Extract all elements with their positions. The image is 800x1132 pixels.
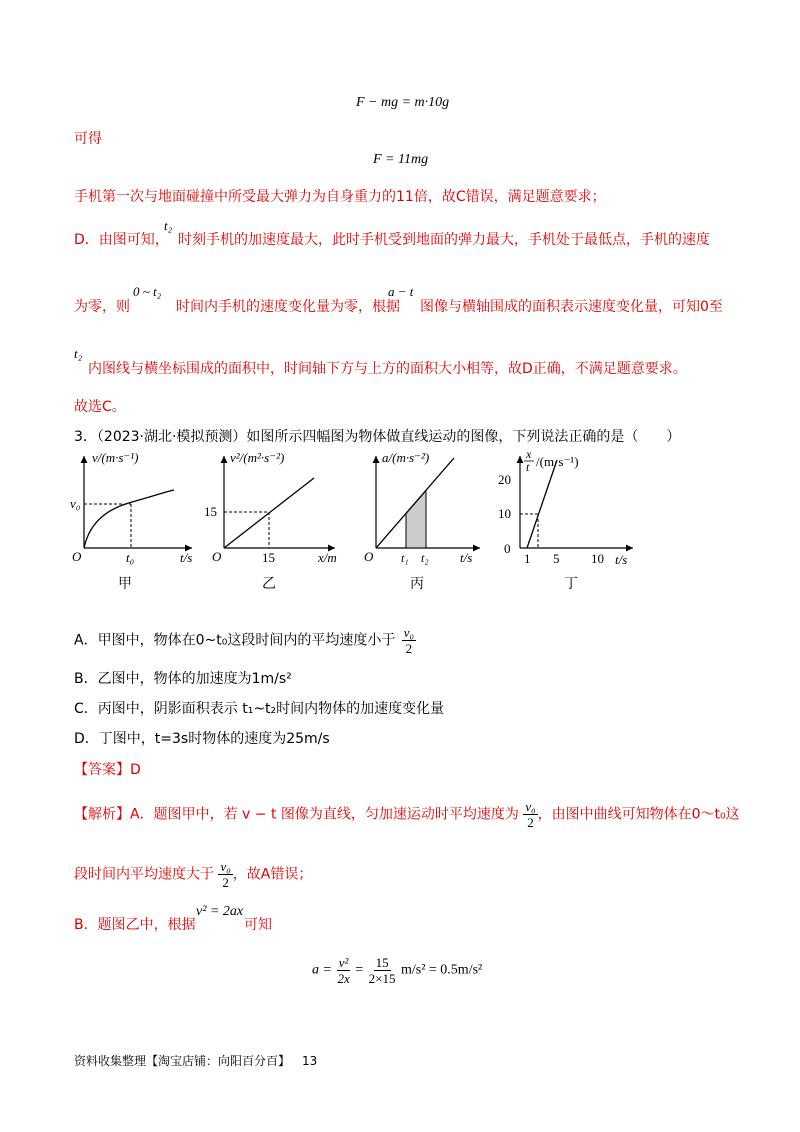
- bing-ylabel: a/(m·s⁻²): [382, 450, 430, 465]
- analysis-b-post: 可知: [244, 917, 272, 933]
- d-line2-a: 为零，则: [74, 299, 130, 315]
- text-kede: 可得: [74, 131, 102, 147]
- final-lhs: a =: [312, 962, 336, 978]
- ding-line: [527, 460, 557, 548]
- frac-num: v₀: [403, 625, 415, 640]
- math-t2: t₂: [164, 218, 173, 233]
- final-frac-2-num: 15: [375, 955, 389, 970]
- graph-bing: [364, 450, 480, 592]
- jia-t0: t₀: [126, 550, 135, 565]
- graph-yi: [204, 450, 337, 592]
- ding-ytick-20: 20: [498, 472, 511, 487]
- jia-v0: v₀: [70, 496, 81, 511]
- graph-ding: [498, 450, 633, 592]
- analysis-line2: [74, 859, 312, 890]
- bing-xlabel: t/s: [460, 550, 473, 565]
- ding-ylabel-den: t: [526, 460, 530, 474]
- footer-page-number: 13: [302, 1054, 318, 1068]
- frac-den: 2: [405, 641, 413, 656]
- yi-origin: O: [212, 549, 222, 564]
- analysis-frac-1-num: v₀: [525, 799, 536, 814]
- analysis-label: 【解析】: [74, 806, 130, 823]
- d-line1-post: 时刻手机的加速度最大，此时手机受到地面的弹力最大，手机处于最低点，手机的速度: [178, 232, 710, 248]
- ding-xtick-10: 10: [591, 551, 604, 566]
- ding-ytick-0: 0: [504, 541, 511, 556]
- d-line2-b: 时间内手机的速度变化量为零，根据: [176, 299, 400, 315]
- yi-ylabel: v²/(m²·s⁻²): [230, 450, 285, 465]
- analysis-line1: [74, 799, 740, 830]
- analysis-frac-2: [218, 859, 232, 890]
- analysis-frac-2-num: v₀: [220, 859, 231, 874]
- d-line3: 内图线与横坐标围成的面积中，时间轴下方与上方的面积大小相等，故D正确，不满足题意要求。: [88, 361, 687, 377]
- jia-ylabel: v/(m·s⁻¹): [92, 450, 139, 465]
- final-rhs: m/s² = 0.5m/s²: [400, 962, 483, 978]
- footer-source: 资料收集整理【淘宝店铺：向阳百分百】: [74, 1054, 291, 1068]
- option-b: B．乙图中，物体的加速度为1m/s²: [74, 671, 292, 687]
- analysis-line1-a: A．题图甲中，若 v − t 图像为直线，匀加速运动时平均速度为: [130, 806, 519, 823]
- q3-graphs: [70, 450, 640, 600]
- analysis-b-formula: v² = 2ax: [196, 904, 244, 919]
- math-t2-b: t₂: [74, 346, 83, 361]
- final-frac-1-num: v²: [338, 955, 349, 970]
- analysis-line2-a: 段时间内平均速度大于: [74, 866, 214, 883]
- answer: 【答案】D: [74, 762, 141, 778]
- bing-t1: t₁: [401, 551, 409, 565]
- jia-origin: O: [72, 549, 82, 564]
- bing-shaded-area: [406, 491, 426, 549]
- yi-ytick: 15: [204, 504, 217, 519]
- yi-xtick: 15: [262, 550, 275, 565]
- ding-xtick-1: 1: [524, 551, 531, 566]
- analysis-b-pre: B．题图乙中，根据: [74, 917, 196, 933]
- bing-t2: t₂: [421, 551, 429, 565]
- bing-origin: O: [364, 549, 374, 564]
- analysis-frac-2-den: 2: [222, 875, 229, 890]
- ding-ylabel-num: x: [526, 450, 532, 461]
- final-frac-2: [367, 955, 398, 986]
- d-line2-c: 图像与横轴围成的面积表示速度变化量，可知0至: [420, 299, 723, 315]
- d-line1-pre: D．由图可知，: [74, 232, 169, 248]
- jia-xlabel: t/s: [180, 550, 193, 565]
- final-frac-1: [335, 955, 351, 986]
- equation-force-balance: F − mg = m·10g: [356, 95, 450, 110]
- final-frac-2-den: 2×15: [368, 971, 396, 986]
- graph-jia: [70, 450, 192, 592]
- jia-caption: 甲: [118, 577, 132, 592]
- equation-force-result: F = 11mg: [373, 152, 429, 167]
- analysis-line2-b: ，故A错误；: [232, 866, 313, 883]
- question-3-title: 3．（2023·湖北·模拟预测）如图所示四幅图为物体做直线运动的图像，下列说法正确的是（ ）: [74, 429, 681, 445]
- option-d: D．丁图中，t=3s时物体的速度为25m/s: [74, 731, 330, 747]
- ding-xtick-5: 5: [553, 551, 560, 566]
- yi-caption: 乙: [262, 577, 276, 592]
- ding-ytick-10: 10: [498, 506, 511, 521]
- analysis-line1-b: ，由图中曲线可知物体在0～t₀这: [537, 806, 740, 823]
- jia-curve: [84, 490, 174, 548]
- paragraph-option-c-conclusion: 手机第一次与地面碰撞中所受最大弹力为自身重力的11倍，故C错误，满足题意要求；: [74, 189, 606, 205]
- ding-caption: 丁: [564, 577, 578, 592]
- yi-xlabel: x/m: [318, 550, 337, 565]
- analysis-frac-1-den: 2: [527, 815, 534, 830]
- math-a-t: a − t: [388, 284, 414, 299]
- paragraph-option-d-line1: [74, 230, 169, 250]
- math-range: 0 ~ t₂: [133, 284, 162, 299]
- final-frac-1-den: 2x: [337, 971, 350, 986]
- bing-caption: 丙: [410, 577, 424, 592]
- analysis-final-equation: a = $\frac{\text{v²}}{2x}$ = $\frac{15}{2\times 15}$ m/s² = 0.5m/s²: [312, 955, 483, 986]
- ding-xlabel: t/s: [615, 552, 628, 567]
- d-conclusion: 故选C。: [74, 399, 126, 415]
- option-a-text: A．甲图中，物体在0~t₀这段时间内的平均速度小于: [74, 632, 396, 649]
- analysis-frac-1: [523, 799, 537, 830]
- option-a-fraction: [402, 625, 416, 656]
- option-c: C．丙图中，阴影面积表示 t₁~t₂时间内物体的加速度变化量: [74, 701, 445, 717]
- ding-ylabel-unit: /(m·s⁻¹): [536, 454, 579, 469]
- option-a: [74, 625, 416, 656]
